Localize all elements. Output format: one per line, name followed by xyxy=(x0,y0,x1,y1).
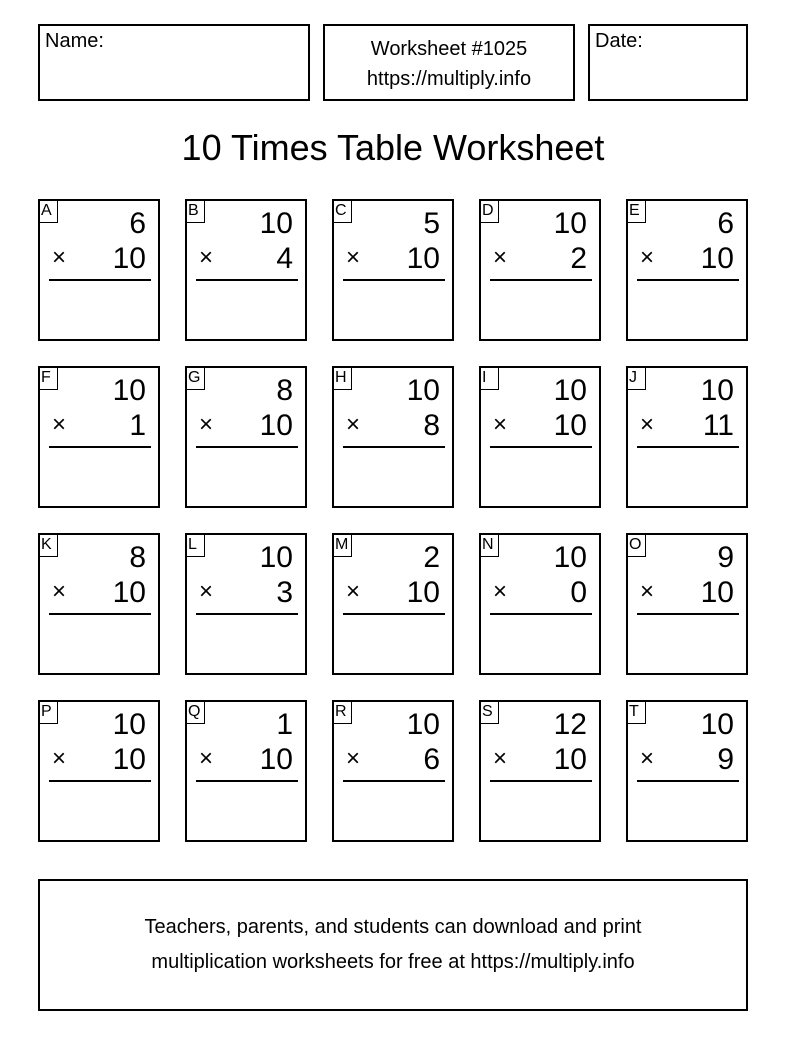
multiplicand: 10 xyxy=(700,708,734,741)
problem-card[interactable] xyxy=(479,533,601,675)
answer-line xyxy=(637,279,739,281)
problem-card[interactable] xyxy=(626,199,748,341)
name-label: Name: xyxy=(45,30,104,52)
answer-line xyxy=(196,613,298,615)
problem-letter: O xyxy=(626,533,646,557)
multiplier: 8 xyxy=(423,409,440,442)
problem-letter: D xyxy=(479,199,499,223)
times-sign: × xyxy=(199,244,214,271)
problem-card[interactable] xyxy=(626,533,748,675)
problem-card[interactable] xyxy=(626,366,748,508)
answer-line xyxy=(49,613,151,615)
problem-card[interactable] xyxy=(185,533,307,675)
multiplicand: 8 xyxy=(276,374,293,407)
problem-card[interactable] xyxy=(185,700,307,842)
date-label: Date: xyxy=(595,30,643,52)
problem-card[interactable] xyxy=(38,700,160,842)
multiplier: 3 xyxy=(276,576,293,609)
answer-line xyxy=(343,446,445,448)
times-sign: × xyxy=(493,411,508,438)
multiplicand: 10 xyxy=(406,374,440,407)
times-sign: × xyxy=(346,411,361,438)
footer-line-2: multiplication worksheets for free at https://multiply.info xyxy=(151,951,635,973)
problem-card[interactable] xyxy=(185,199,307,341)
answer-line xyxy=(490,780,592,782)
multiplicand: 10 xyxy=(553,541,587,574)
answer-line xyxy=(490,446,592,448)
multiplicand: 10 xyxy=(259,541,293,574)
answer-line xyxy=(196,780,298,782)
problem-letter: T xyxy=(626,700,646,724)
problem-card[interactable] xyxy=(38,533,160,675)
times-sign: × xyxy=(346,244,361,271)
times-sign: × xyxy=(640,244,655,271)
multiplier: 10 xyxy=(700,242,734,275)
worksheet-url: https://multiply.info xyxy=(366,68,532,90)
answer-line xyxy=(49,446,151,448)
times-sign: × xyxy=(640,411,655,438)
multiplicand: 6 xyxy=(129,207,146,240)
problem-letter: P xyxy=(38,700,58,724)
problem-card[interactable] xyxy=(479,700,601,842)
multiplier: 4 xyxy=(276,242,293,275)
problem-letter: N xyxy=(479,533,499,557)
answer-line xyxy=(343,613,445,615)
multiplicand: 12 xyxy=(553,708,587,741)
problem-card[interactable] xyxy=(185,366,307,508)
times-sign: × xyxy=(640,578,655,605)
multiplicand: 10 xyxy=(553,207,587,240)
multiplicand: 9 xyxy=(717,541,734,574)
worksheet-info-box xyxy=(323,24,575,101)
problem-card[interactable] xyxy=(332,533,454,675)
multiplier: 0 xyxy=(570,576,587,609)
times-sign: × xyxy=(640,745,655,772)
multiplier: 9 xyxy=(717,743,734,776)
multiplicand: 10 xyxy=(553,374,587,407)
multiplier: 6 xyxy=(423,743,440,776)
multiplier: 11 xyxy=(702,409,734,442)
problem-card[interactable] xyxy=(38,366,160,508)
problem-card[interactable] xyxy=(332,199,454,341)
problem-letter: B xyxy=(185,199,205,223)
times-sign: × xyxy=(493,745,508,772)
multiplier: 2 xyxy=(570,242,587,275)
answer-line xyxy=(49,780,151,782)
times-sign: × xyxy=(493,578,508,605)
multiplicand: 5 xyxy=(423,207,440,240)
problem-letter: J xyxy=(626,366,646,390)
multiplier: 10 xyxy=(112,242,146,275)
times-sign: × xyxy=(346,578,361,605)
answer-line xyxy=(490,279,592,281)
worksheet-number: Worksheet #1025 xyxy=(370,38,528,60)
problem-letter: S xyxy=(479,700,499,724)
answer-line xyxy=(637,613,739,615)
multiplicand: 10 xyxy=(700,374,734,407)
multiplicand: 10 xyxy=(112,708,146,741)
times-sign: × xyxy=(199,411,214,438)
times-sign: × xyxy=(52,745,67,772)
problem-card[interactable] xyxy=(332,366,454,508)
times-sign: × xyxy=(493,244,508,271)
multiplicand: 2 xyxy=(423,541,440,574)
problem-letter: G xyxy=(185,366,205,390)
multiplier: 10 xyxy=(259,743,293,776)
multiplicand: 6 xyxy=(717,207,734,240)
multiplier: 1 xyxy=(129,409,146,442)
multiplicand: 10 xyxy=(406,708,440,741)
times-sign: × xyxy=(199,578,214,605)
problem-letter: L xyxy=(185,533,205,557)
multiplier: 10 xyxy=(112,576,146,609)
multiplier: 10 xyxy=(406,242,440,275)
problem-letter: C xyxy=(332,199,352,223)
page-title: 10 Times Table Worksheet xyxy=(181,127,605,168)
multiplier: 10 xyxy=(259,409,293,442)
problem-letter: E xyxy=(626,199,646,223)
answer-line xyxy=(196,279,298,281)
times-sign: × xyxy=(52,578,67,605)
times-sign: × xyxy=(52,244,67,271)
problem-letter: F xyxy=(38,366,58,390)
answer-line xyxy=(637,780,739,782)
problem-letter: H xyxy=(332,366,352,390)
multiplier: 10 xyxy=(406,576,440,609)
multiplicand: 10 xyxy=(112,374,146,407)
problem-letter: I xyxy=(479,366,499,390)
problem-card[interactable] xyxy=(38,199,160,341)
multiplicand: 1 xyxy=(276,708,293,741)
footer-note xyxy=(38,879,748,1011)
times-sign: × xyxy=(346,745,361,772)
multiplier: 10 xyxy=(553,743,587,776)
problem-letter: Q xyxy=(185,700,205,724)
multiplier: 10 xyxy=(553,409,587,442)
times-sign: × xyxy=(199,745,214,772)
answer-line xyxy=(343,279,445,281)
problem-letter: R xyxy=(332,700,352,724)
multiplier: 10 xyxy=(112,743,146,776)
problem-card[interactable] xyxy=(479,199,601,341)
multiplicand: 10 xyxy=(259,207,293,240)
answer-line xyxy=(637,446,739,448)
multiplier: 10 xyxy=(700,576,734,609)
footer-line-1: Teachers, parents, and students can download and print xyxy=(144,916,642,938)
problem-card[interactable] xyxy=(332,700,454,842)
name-field-box[interactable] xyxy=(38,24,310,101)
answer-line xyxy=(196,446,298,448)
problem-card[interactable] xyxy=(626,700,748,842)
answer-line xyxy=(343,780,445,782)
problem-card[interactable] xyxy=(479,366,601,508)
answer-line xyxy=(49,279,151,281)
answer-line xyxy=(490,613,592,615)
problem-letter: M xyxy=(332,533,352,557)
date-field-box[interactable] xyxy=(588,24,748,101)
multiplicand: 8 xyxy=(129,541,146,574)
problem-letter: A xyxy=(38,199,58,223)
problem-letter: K xyxy=(38,533,58,557)
times-sign: × xyxy=(52,411,67,438)
